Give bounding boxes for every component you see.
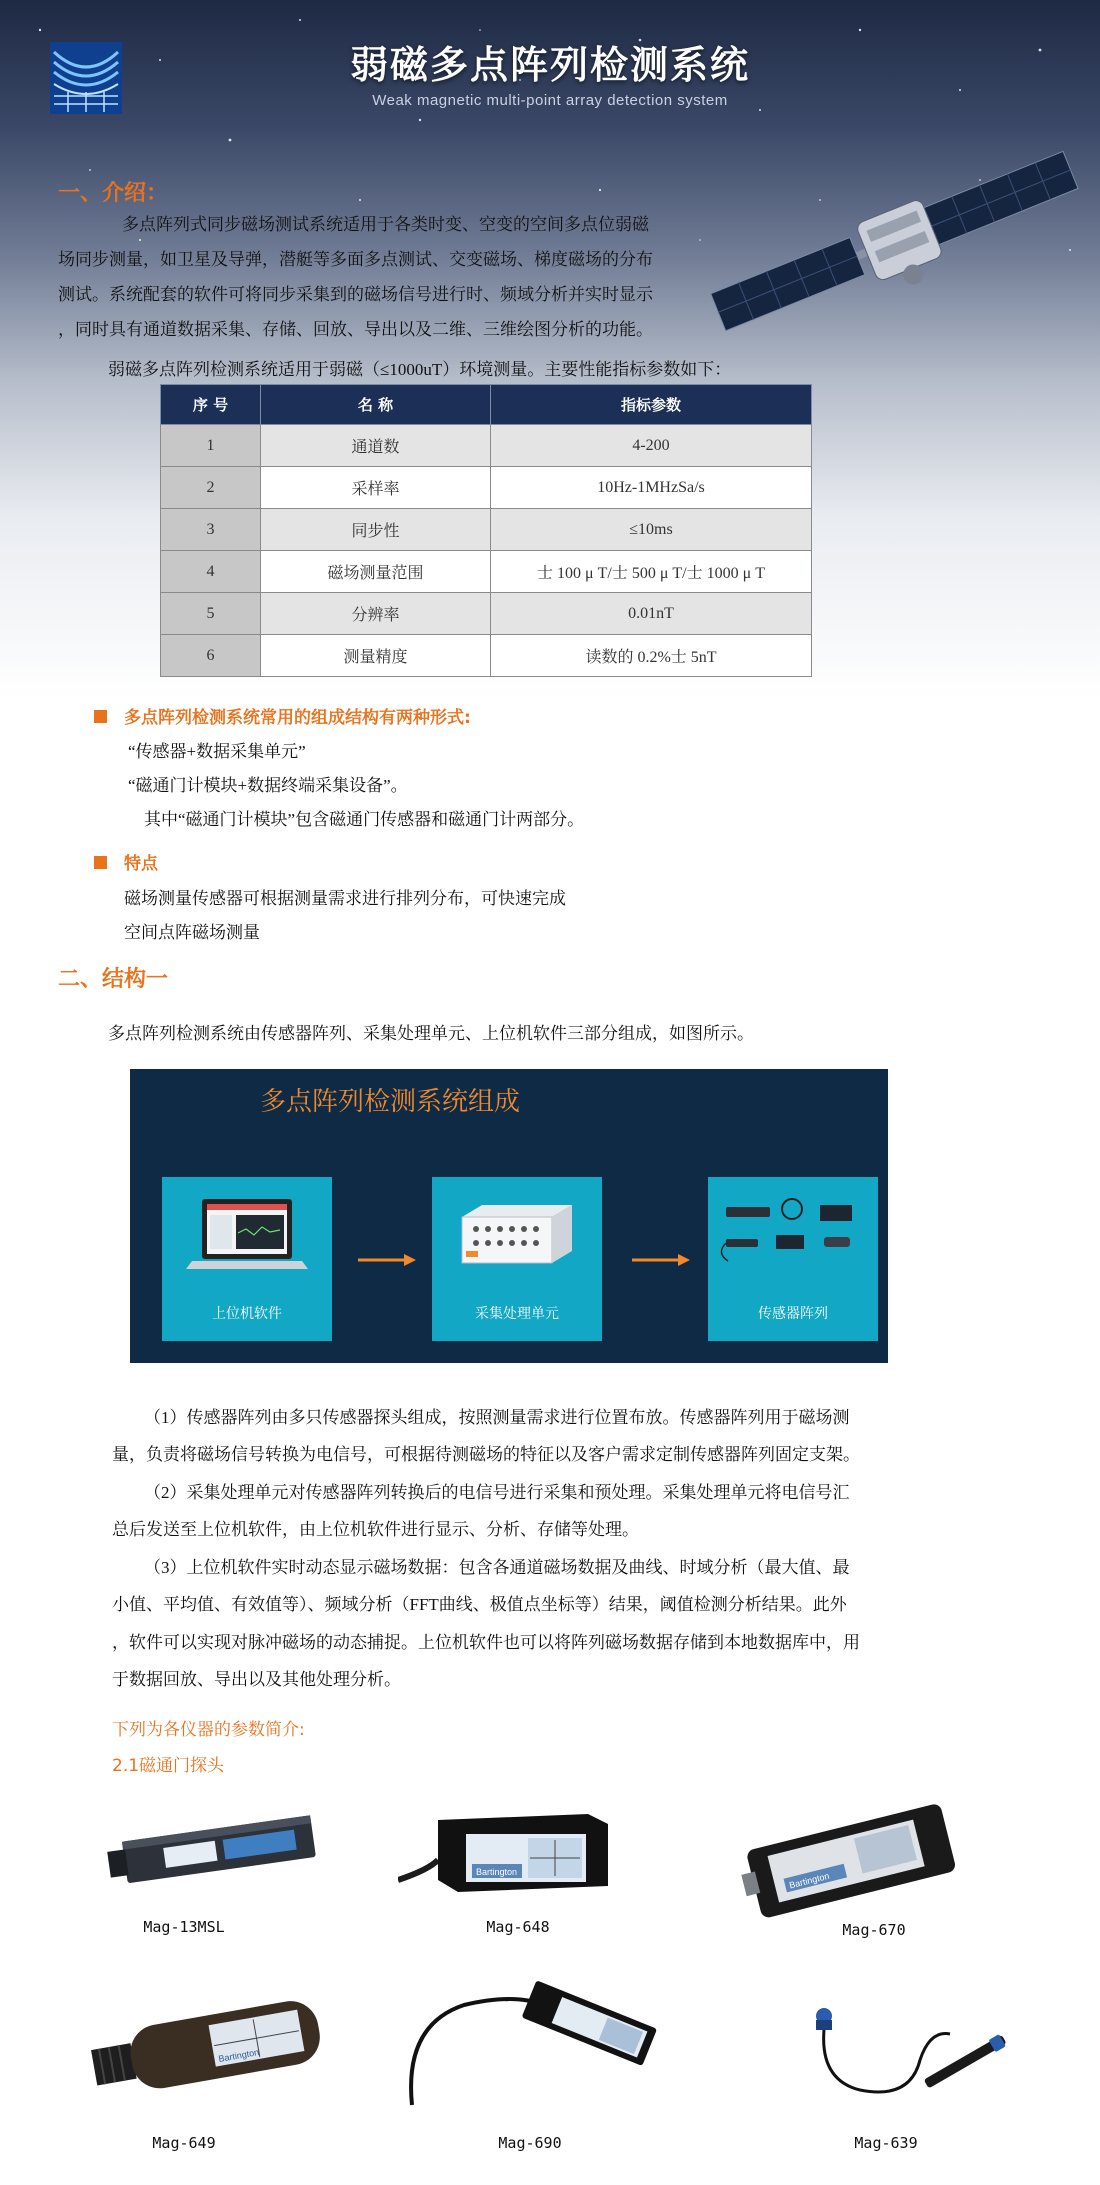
table-row [161, 635, 812, 677]
table-cell: 2 [161, 467, 261, 509]
table-cell: 0.01nT [491, 593, 812, 635]
product-label: Mag-639 [854, 2134, 918, 2152]
table-header-row [161, 385, 812, 425]
table-cell: 1 [161, 425, 261, 467]
features-line: 磁场测量传感器可根据测量需求进行排列分布，可快速完成 [124, 889, 566, 908]
arrow-right-icon [632, 1253, 692, 1267]
table-header: 指标参数 [491, 385, 812, 425]
diagram-title: 多点阵列检测系统组成 [259, 1087, 520, 1117]
system-composition-diagram [130, 1069, 888, 1363]
structure-paragraph-line: ，软件可以实现对脉冲磁场的动态捕捉。上位机软件也可以将阵列磁场数据存储到本地数据库中，用 [112, 1633, 860, 1652]
composition-line: “传感器+数据采集单元” [128, 742, 306, 761]
product-label: Mag-690 [498, 2134, 562, 2152]
table-cell: 5 [161, 593, 261, 635]
features-heading: 特点 [124, 854, 158, 874]
table-cell: 6 [161, 635, 261, 677]
brand-text: Bartington [788, 1870, 831, 1891]
features-line: 空间点阵磁场测量 [124, 923, 260, 942]
structure-intro: 多点阵列检测系统由传感器阵列、采集处理单元、上位机软件三部分组成，如图所示。 [108, 1024, 754, 1043]
table-cell: 同步性 [261, 509, 491, 551]
product-image-mag-648 [398, 1800, 618, 1910]
intro-line: 测试。系统配套的软件可将同步采集到的磁场信号进行时、频域分析并实时显示 [58, 285, 653, 304]
table-cell: 分辨率 [261, 593, 491, 635]
brand-text: Bartington [217, 2047, 260, 2065]
intro-line: ，同时具有通道数据采集、存储、回放、导出以及二维、三维绘图分析的功能。 [58, 320, 653, 339]
table-row [161, 425, 812, 467]
bullet-square [94, 856, 107, 869]
spec-table [160, 384, 812, 677]
structure-heading: 二、结构一 [58, 967, 169, 992]
sensor-array-icon [708, 1177, 878, 1297]
instruments-subheading: 2.1磁通门探头 [112, 1756, 225, 1776]
instruments-heading: 下列为各仪器的参数简介: [112, 1720, 305, 1740]
structure-paragraph-line: 于数据回放、导出以及其他处理分析。 [112, 1670, 401, 1689]
table-cell: 通道数 [261, 425, 491, 467]
laptop-icon [162, 1177, 332, 1297]
intro-heading: 一、介绍： [58, 181, 169, 206]
page-subtitle: Weak magnetic multi-point array detection system [372, 92, 728, 109]
diagram-box-sensors [708, 1177, 878, 1341]
bullet-square [94, 710, 107, 723]
structure-paragraph-line: 总后发送至上位机软件，由上位机软件进行显示、分析、存储等处理。 [112, 1520, 639, 1539]
table-cell: 10Hz-1MHzSa/s [491, 467, 812, 509]
table-row [161, 467, 812, 509]
satellite-image [700, 150, 1100, 360]
table-intro: 弱磁多点阵列检测系统适用于弱磁（≤1000uT）环境测量。主要性能指标参数如下： [108, 360, 732, 379]
table-cell: 测量精度 [261, 635, 491, 677]
structure-paragraph-line: （3）上位机软件实时动态显示磁场数据：包含各通道磁场数据及曲线、时域分析（最大值、最 [144, 1558, 850, 1577]
diagram-box-label: 采集处理单元 [475, 1306, 559, 1322]
intro-line: 场同步测量，如卫星及导弹，潜艇等多面多点测试、交变磁场、梯度磁场的分布 [58, 250, 653, 269]
arrow-right-icon [358, 1253, 418, 1267]
diagram-box-label: 上位机软件 [212, 1306, 282, 1322]
structure-paragraph-line: （1）传感器阵列由多只传感器探头组成，按照测量需求进行位置布放。传感器阵列用于磁场测 [144, 1408, 850, 1427]
table-cell: 读数的 0.2%士 5nT [491, 635, 812, 677]
table-row [161, 551, 812, 593]
table-cell: 采样率 [261, 467, 491, 509]
structure-paragraph-line: （2）采集处理单元对传感器阵列转换后的电信号进行采集和预处理。采集处理单元将电信号汇 [144, 1483, 850, 1502]
diagram-box-acquisition [432, 1177, 602, 1341]
table-cell: 磁场测量范围 [261, 551, 491, 593]
table-row [161, 593, 812, 635]
table-cell: 4 [161, 551, 261, 593]
product-image-mag-13msl [104, 1805, 324, 1895]
structure-paragraph-line: 小值、平均值、有效值等）、频域分析（FFT曲线、极值点坐标等）结果，阈值检测分析结果。此外 [112, 1595, 847, 1614]
structure-paragraph-line: 量，负责将磁场信号转换为电信号，可根据待测磁场的特征以及客户需求定制传感器阵列固定支架。 [112, 1445, 860, 1464]
table-cell: 3 [161, 509, 261, 551]
product-label: Mag-648 [486, 1918, 550, 1936]
diagram-box-label: 传感器阵列 [758, 1306, 828, 1322]
table-header: 序 号 [161, 385, 261, 425]
acquisition-unit-icon [432, 1177, 602, 1297]
diagram-box-software [162, 1177, 332, 1341]
composition-heading: 多点阵列检测系统常用的组成结构有两种形式: [124, 708, 471, 728]
product-label: Mag-13MSL [143, 1918, 225, 1936]
product-label: Mag-670 [842, 1921, 906, 1939]
composition-line: “磁通门计模块+数据终端采集设备”。 [128, 776, 408, 795]
intro-line: 多点阵列式同步磁场测试系统适用于各类时变、空变的空间多点位弱磁 [122, 215, 649, 234]
product-image-mag-649 [82, 1985, 342, 2105]
product-label: Mag-649 [152, 2134, 216, 2152]
table-header: 名 称 [261, 385, 491, 425]
product-image-mag-690 [404, 1965, 684, 2115]
table-cell: 士 100 μ T/士 500 μ T/士 1000 μ T [491, 551, 812, 593]
table-row [161, 509, 812, 551]
brand-text: Bartington [476, 1867, 518, 1877]
table-cell: ≤10ms [491, 509, 812, 551]
page-title: 弱磁多点阵列检测系统 [349, 43, 750, 87]
product-image-mag-639 [800, 1990, 1020, 2110]
table-cell: 4-200 [491, 425, 812, 467]
product-image-mag-670 [740, 1786, 960, 1926]
composition-line: 其中“磁通门计模块”包含磁通门传感器和磁通门计两部分。 [144, 810, 585, 829]
